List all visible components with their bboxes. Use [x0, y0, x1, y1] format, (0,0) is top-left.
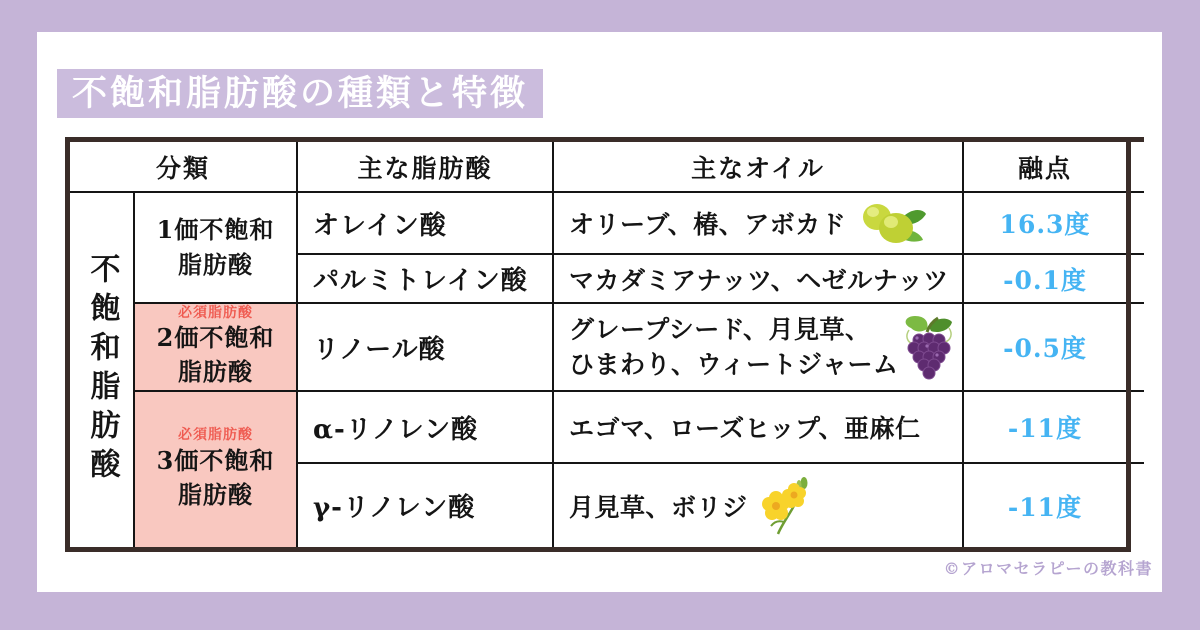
group-label-line1: 2価不飽和: [156, 323, 275, 353]
fatty-acid-label: パルミトレイン酸: [313, 266, 528, 296]
melting-point-value: 16.3度: [999, 210, 1091, 239]
fatty-acid-label: リノール酸: [313, 334, 446, 365]
fatty-acid-gamma-linolenic: [298, 464, 554, 547]
grape-icon: [901, 314, 957, 380]
header-oils: [554, 142, 964, 193]
melting-point-linoleic: [964, 304, 1126, 392]
group-label-line1: 1価不飽和: [156, 215, 275, 245]
line-extension: [1131, 191, 1144, 193]
oils-label: オリーブ、椿、アボカド: [569, 210, 847, 239]
copyright-credit: ©アロマセラピーの教科書: [943, 559, 1153, 578]
melting-point-gamma-linolenic: [964, 464, 1126, 547]
melting-point-value: -0.5度: [1003, 334, 1087, 363]
header-melting-point: [964, 142, 1126, 193]
olive-icon: [858, 200, 928, 246]
melting-point-palmitoleic: [964, 255, 1126, 304]
fatty-acid-label: オレイン酸: [313, 210, 447, 241]
group-label-line2: 脂肪酸: [178, 249, 253, 279]
row-group-unsaturated: [70, 193, 135, 547]
group-label-line1: 3価不飽和: [156, 445, 275, 475]
fatty-acid-table: [65, 137, 1131, 552]
oils-gamma-linolenic: [554, 464, 964, 547]
oils-alpha-linolenic: [554, 392, 964, 464]
fatty-acid-linoleic: [298, 304, 554, 392]
flower-icon: [762, 476, 810, 536]
fatty-acid-label: γ-リノレン酸: [313, 493, 476, 523]
group-diunsaturated: [135, 304, 298, 392]
fatty-acid-palmitoleic: [298, 255, 554, 304]
line-extension: [1131, 302, 1144, 304]
oils-line1: グレープシード、月見草、: [569, 314, 871, 344]
oils-label: エゴマ、ローズヒップ、亜麻仁: [569, 414, 921, 443]
group-monounsaturated: [135, 193, 298, 304]
group-triunsaturated: [135, 392, 298, 547]
header-classification: [70, 142, 298, 193]
oils-label: 月見草、ボリジ: [569, 492, 748, 522]
oils-label: マカダミアナッツ、ヘゼルナッツ: [569, 265, 949, 295]
oils-line2: ひまわり、ウィートジャーム: [569, 350, 899, 379]
fatty-acid-label: α-リノレン酸: [313, 414, 479, 445]
line-extension: [1131, 390, 1144, 392]
essential-fatty-acid-badge: 必須脂肪酸: [178, 427, 253, 444]
page-title: 不飽和脂肪酸の種類と特徴: [57, 69, 543, 118]
melting-point-value: -11度: [1007, 414, 1083, 443]
essential-fatty-acid-badge: 必須脂肪酸: [178, 304, 253, 321]
content-card: [37, 32, 1162, 592]
oils-oleic: [554, 193, 964, 255]
melting-point-alpha-linolenic: [964, 392, 1126, 464]
header-fatty-acid: [298, 142, 554, 193]
header-oils-label: 主なオイル: [691, 153, 825, 183]
group-label-line2: 脂肪酸: [178, 479, 253, 509]
fatty-acid-oleic: [298, 193, 554, 255]
line-extension: [1131, 462, 1144, 464]
header-fatty-acid-label: 主な脂肪酸: [357, 153, 493, 183]
row-group-label: 不飽和脂肪酸: [84, 253, 120, 487]
line-extension: [1131, 137, 1144, 142]
header-classification-label: 分類: [155, 153, 210, 183]
melting-point-value: -11度: [1007, 492, 1083, 522]
fatty-acid-alpha-linolenic: [298, 392, 554, 464]
melting-point-value: -0.1度: [1003, 265, 1087, 295]
melting-point-oleic: [964, 193, 1126, 255]
line-extension: [1131, 253, 1144, 255]
header-melting-point-label: 融点: [1017, 153, 1072, 183]
oils-palmitoleic: [554, 255, 964, 304]
group-label-line2: 脂肪酸: [178, 357, 253, 387]
oils-label: [569, 312, 899, 383]
oils-linoleic: [554, 304, 964, 392]
